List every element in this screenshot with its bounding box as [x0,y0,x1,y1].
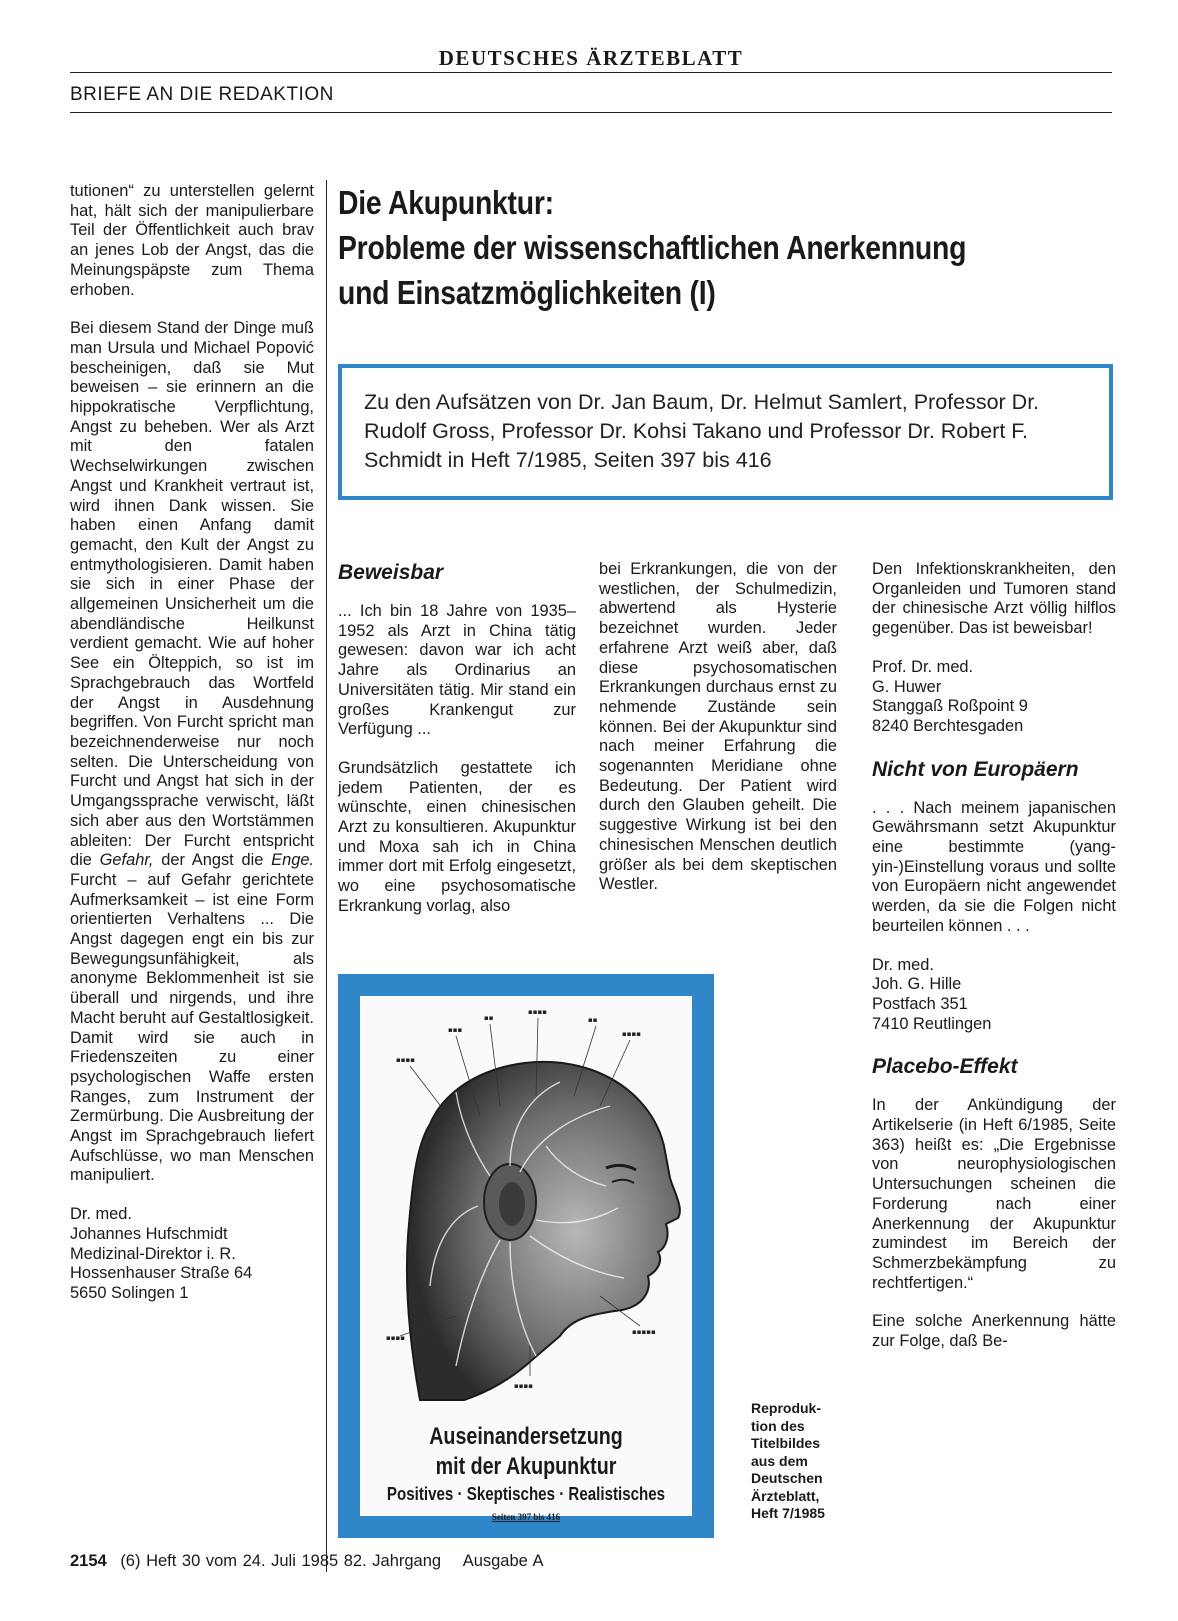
acupuncture-head-illustration [360,996,692,1416]
intro-box: Zu den Aufsätzen von Dr. Jan Baum, Dr. Helmut Samlert, Professor Dr. Rudolf Gross, Professor Dr. Kohsi Takano und Professor Dr. Robert F. Schmidt in Heft 7/1985, Seiten 397 bis 416 [338,364,1113,500]
paragraph: tutionen“ zu unterstellen gelernt hat, hält sich der manipulierbare Teil der Öffentlichkeit auch brav an jenes Lob der Angst, das die Meinungspäpste zum Thema erhoben. [70,182,314,299]
paragraph: In der Ankündigung der Artikelserie (in Heft 6/1985, Seite 363) heißt es: „Die Ergebnisse von neurophysiologischen Untersuchungen scheinen die Forderung nach einer Anerkennung der Akupunktur zumindest im Bereich der Schmerzbekämpfung zu rechtfertigen.“ [872,1096,1116,1292]
paragraph: Grundsätzlich gestattete ich jedem Patienten, der es wünschte, einen chinesischen Arzt zu konsultieren. Akupunktur und Moxa sah ich in China immer dort mit Erfolg eingesetzt, wo eine psychosomatische Erkrankung vorlag, also [338,758,576,915]
cover-title: Auseinandersetzung mit der Akupunktur [429,1423,623,1480]
letter-column-1 [70,182,314,1304]
paragraph: Bei diesem Stand der Dinge muß man Ursula und Michael Popović bescheinigen, daß sie Mut beweisen – sie erinnern an die hippokratische Verpflichtung, Angst zu beheben. Wer als Arzt mit den fatalen Wechselwirkungen zwischen Angst und Krankheit vertraut ist, wird ihnen Dank wissen. Sie haben einen Anfang damit gemacht, den Kult der Angst zu entmythologisieren. Damit haben sie sich in einer Phase der allgemeinen Unsicherheit um die abendländische Heilkunst verdient gemacht. Wie auf hoher See ein Ölteppich, so ist im Sprachgebrauch das Wortfeld der Angst in Ausdehnung begriffen. Von Furcht spricht man bezeichnenderweise nur noch selten. Die Unterscheidung von Furcht und Angst hat sich in der Umgangssprache verwischt, läßt sich aber aus den Wortstämmen ableiten: Der Furcht entspricht die Gefahr, der Angst die Enge. Furcht – auf Gefahr gerichtete Aufmerksamkeit – ist eine Form orientierten Verhaltens ... Die Angst dagegen engt ein bis zur Bewegungsunfähigkeit, als anonyme Beklommenheit ist sie überall und nirgends, und ihre Macht beruht auf Gestaltlosigkeit. Damit wird sie auch in Friedenszeiten zu einer psychologischen Waffe ersten Ranges, zum Instrument der Zermürbung. Die Ausbreitung der Angst im Sprachgebrauch liefert Aufschlüsse, wo man Menschen manipuliert. [70,319,314,1185]
svg-text:▪▪▪▪: ▪▪▪▪ [528,1008,547,1016]
cover-inner [360,996,692,1522]
masthead-rule [70,72,1112,73]
masthead: DEUTSCHES ÄRZTEBLATT [438,46,744,70]
subheading-placebo-effekt: Placebo-Effekt [872,1055,1018,1079]
svg-text:▪▪▪: ▪▪▪ [448,1026,463,1034]
page-footer [70,1552,544,1571]
signature-huwer: Prof. Dr. med. G. Huwer Stanggaß Roßpoint 9 8240 Berchtesgaden [872,657,1028,735]
signature-hufschmidt: Dr. med. Johannes Hufschmidt Medizinal-Direktor i. R. Hossenhauser Straße 64 5650 Solingen 1 [70,1205,253,1302]
paragraph: bei Erkrankungen, die von der westlichen, der Schulmedizin, abwertend als Hysterie bezeichnet wurden. Jeder erfahrene Arzt weiß aber, daß diese psychosomatischen Erkrankungen durchaus ernst zu nehmende Zustände sein können. Bei der Akupunktur sind nach meiner Erfahrung die sogenannten Meridiane ohne Bedeutung. Der Patient wird durch den Glauben geheilt. Die suggestive Wirkung ist bei den chinesischen Menschen deutlich größer als bei dem skeptischen Westler. [599,560,837,894]
svg-text:▪▪▪▪: ▪▪▪▪ [514,1382,533,1390]
section-label: BRIEFE AN DIE REDAKTION [70,84,334,105]
letter-column-3 [599,560,837,914]
article-headline: Die Akupunktur: Probleme der wissenschaftlichen Anerkennung und Einsatzmöglichkeiten (I) [338,184,967,311]
svg-text:▪▪▪▪: ▪▪▪▪ [386,1334,405,1342]
subheading-nicht-von-europaeern: Nicht von Europäern [872,757,1079,781]
letter-column-2 [338,560,576,936]
svg-text:▪▪▪▪: ▪▪▪▪ [396,1056,415,1064]
svg-text:▪▪: ▪▪ [484,1014,494,1022]
issue-info: (6) Heft 30 vom 24. Juli 1985 82. Jahrgang [120,1552,442,1570]
edition: Ausgabe A [462,1552,544,1570]
paragraph: ... Ich bin 18 Jahre von 1935–1952 als Arzt in China tätig gewesen: davon war ich acht Jahre als Ordinarius an Universitäten tätig. Mir stand ein großes Krankengut zur Verfügung ... [338,602,576,739]
column-divider [326,180,327,1572]
paragraph: . . . Nach meinem japanischen Gewährsmann setzt Akupunktur eine bestimmte (yang-yin-)Einstellung voraus und sollte von Europäern nicht angewendet werden, da sie die Folgen nicht beurteilen können . . . [872,798,1116,935]
svg-text:▪▪: ▪▪ [588,1016,598,1024]
cover-subtitle: Positives · Skeptisches · Realistisches [386,1484,666,1504]
signature-hille: Dr. med. Joh. G. Hille Postfach 351 7410 Reutlingen [872,955,992,1033]
paragraph: Eine solche Anerkennung hätte zur Folge, daß Be- [872,1312,1116,1351]
cover-reproduction [338,974,714,1538]
paragraph: Den Infektionskrankheiten, den Organleiden und Tumoren stand der chinesische Arzt völlig hilflos gegenüber. Das ist beweisbar! [872,560,1116,638]
section-rule [70,112,1112,113]
svg-text:▪▪▪▪▪: ▪▪▪▪▪ [632,1328,656,1336]
letter-column-4 [872,560,1116,1371]
page-number: 2154 [70,1552,107,1570]
subheading-beweisbar: Beweisbar [338,561,444,584]
svg-text:▪▪▪▪: ▪▪▪▪ [622,1030,641,1038]
cover-pages: Seiten 397 bis 416 [491,1512,561,1522]
cover-caption: Reproduk- tion des Titelbildes aus dem Deutschen Ärzteblatt, Heft 7/1985 [751,1400,825,1521]
